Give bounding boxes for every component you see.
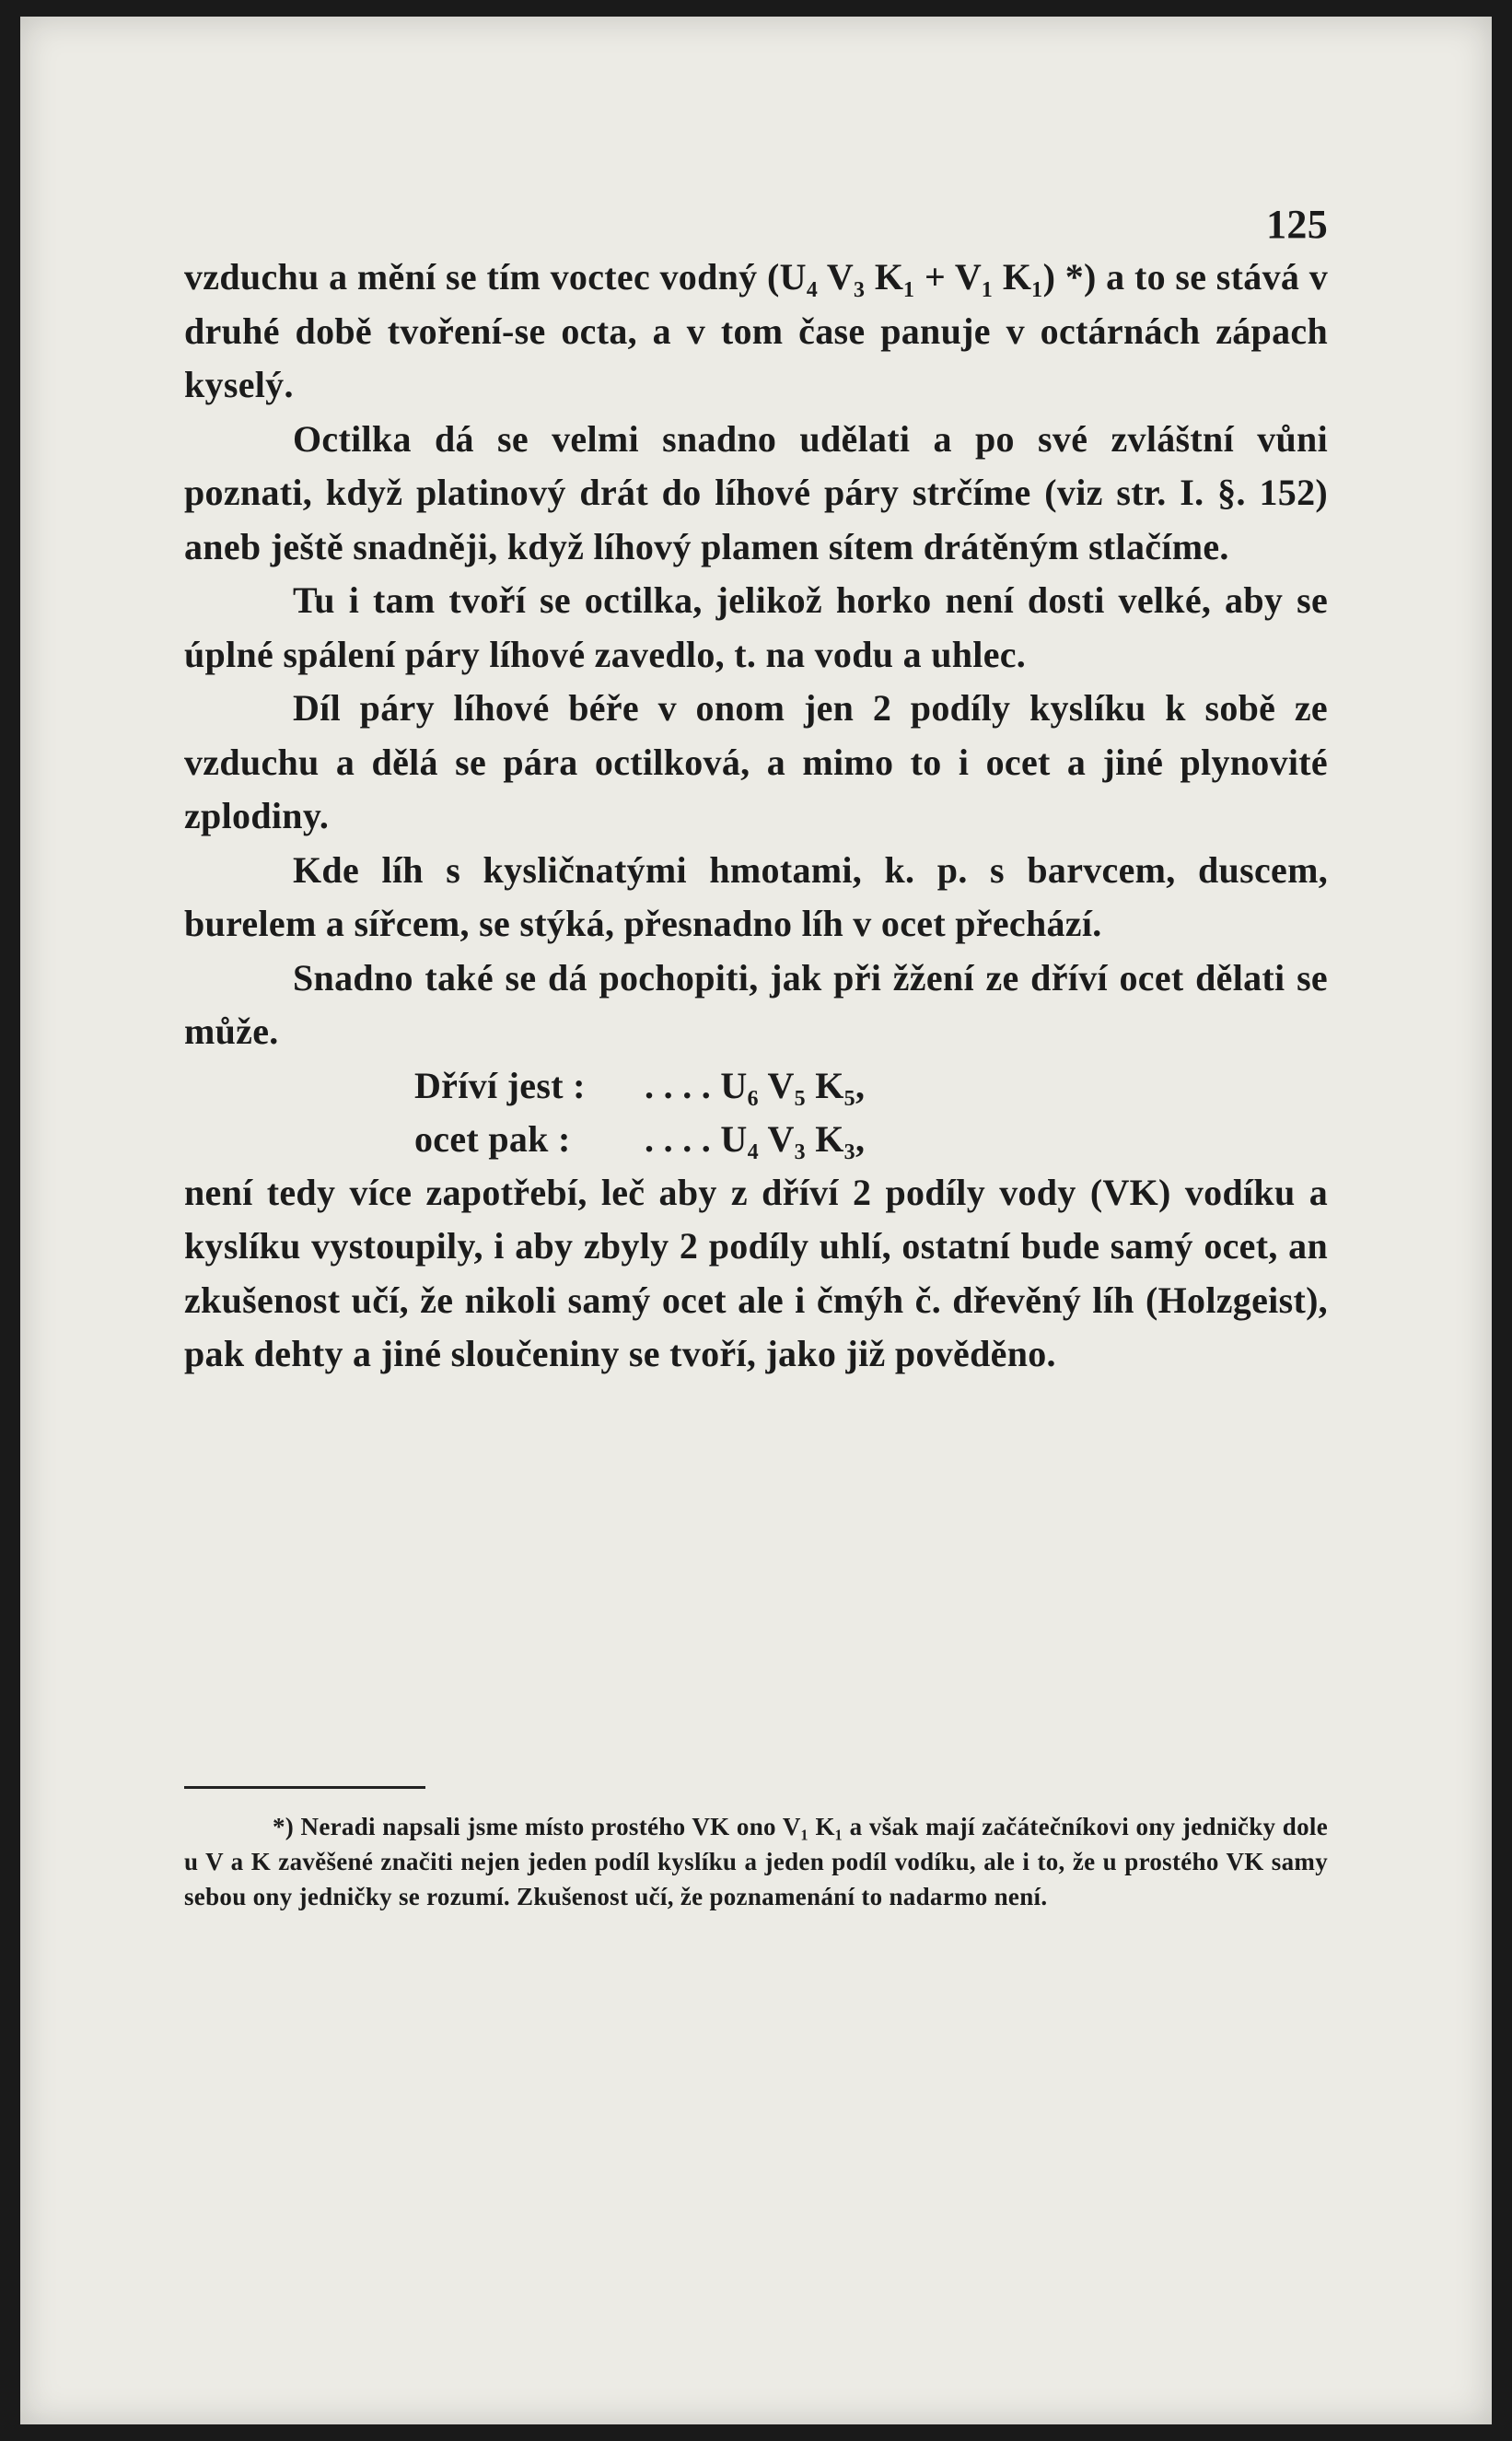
footnote: *) Neradi napsali jsme místo prostého VK ono V₁ K₁ a však mají začátečníkovi ony jedničky dole u V a K zavěšené značiti nejen jeden podíl kyslíku a jeden podíl vodíku, ale i to, že u prostého VK samy sebou ony jedničky se rozumí. Zkušenost učí, že poznamenání to nadarmo není. — [184, 1813, 1328, 1910]
paragraph-2: Octilka dá se velmi snadno udělati a po své zvláštní vůni poznati, když platinový drát do líhové páry strčíme (viz str. I. §. 152) aneb ještě snadněji, když líhový plamen sítem drátěným stlačíme. — [184, 417, 1328, 567]
formula-value-wood: . . . . U₆ V₅ K₅, — [645, 1064, 866, 1106]
paragraph-1: vzduchu a mění se tím voctec vodný (U₄ V₃ K₁ + V₁ K₁) *) a to se stává v druhé době tvoření-se octa, a v tom čase panuje v octárnách zápach kyselý. — [184, 256, 1328, 405]
book-page — [20, 17, 1492, 2424]
footnote-rule — [184, 1786, 425, 1789]
paragraph-4: Díl páry líhové béře v onom jen 2 podíly kyslíku k sobě ze vzduchu a dělá se pára octilková, a mimo to i ocet a jiné plynovité zplodiny. — [184, 687, 1328, 836]
formula-label-vinegar: ocet pak : — [414, 1117, 571, 1160]
body-text — [184, 251, 1328, 1382]
page-number: 125 — [1266, 202, 1328, 247]
paragraph-5: Kde líh s kysličnatými hmotami, k. p. s barvcem, duscem, burelem a sířcem, se stýká, přesnadno líh v ocet přechází. — [184, 848, 1328, 944]
closing-paragraph: není tedy více zapotřebí, leč aby z dříví 2 podíly vody (VK) vodíku a kyslíku vystoupily, i aby zbyly 2 podíly uhlí, ostatní bude samý ocet, an zkušenost učí, že nikoli samý ocet ale i čmýh č. dřevěný líh (Holzgeist), pak dehty a jiné sloučeniny se tvoří, jako již pověděno. — [184, 1171, 1328, 1374]
formula-label-wood: Dříví jest : — [414, 1064, 586, 1106]
formula-value-vinegar: . . . . U₄ V₃ K₃, — [645, 1117, 866, 1160]
paragraph-6: Snadno také se dá pochopiti, jak při žžení ze dříví ocet dělati se může. — [184, 956, 1328, 1052]
formula-block — [414, 1059, 1328, 1166]
paragraph-3: Tu i tam tvoří se octilka, jelikož horko není dosti velké, aby se úplné spálení páry líhové zavedlo, t. na vodu a uhlec. — [184, 579, 1328, 675]
